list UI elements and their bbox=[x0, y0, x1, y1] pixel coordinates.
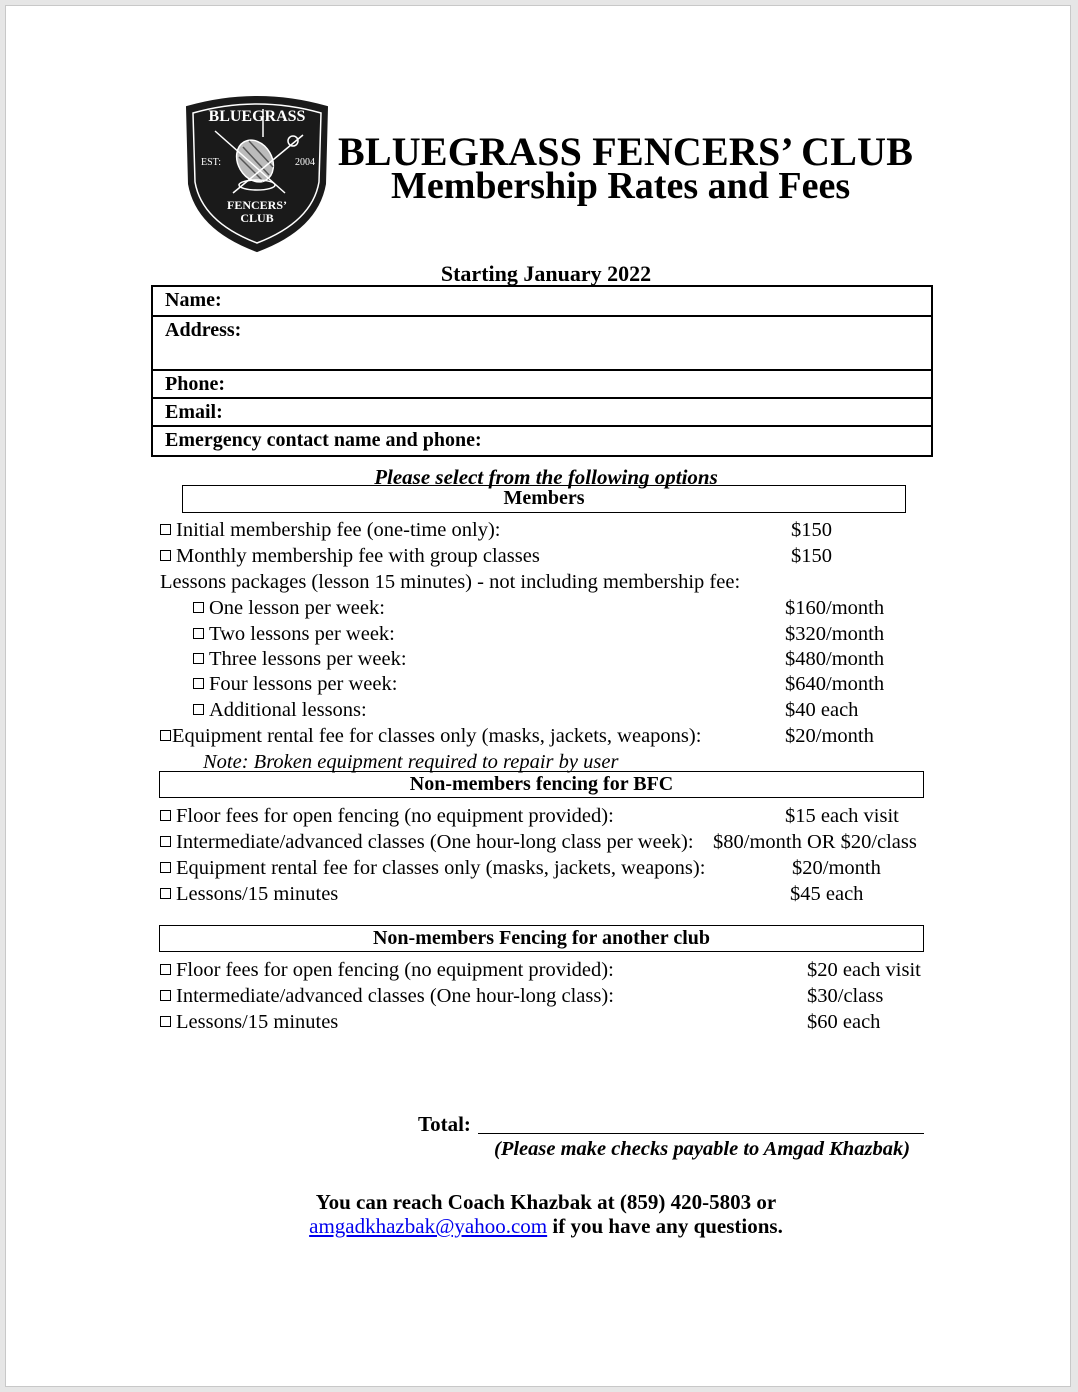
initial-fee-option[interactable]: Initial membership fee (one-time only): bbox=[160, 517, 500, 543]
bfc-classes-price: $80/month OR $20/class bbox=[713, 831, 917, 853]
checkbox-icon[interactable] bbox=[193, 602, 204, 613]
email-link[interactable]: amgadkhazbak@yahoo.com bbox=[309, 1214, 548, 1238]
logo-club-text: CLUB bbox=[240, 211, 274, 225]
logo-year-text: 2004 bbox=[295, 157, 315, 168]
checkbox-icon[interactable] bbox=[160, 964, 171, 975]
non-members-bfc-heading: Non-members fencing for BFC bbox=[159, 771, 924, 798]
other-floor-fee-price: $20 each visit bbox=[807, 959, 921, 981]
monthly-fee-option[interactable]: Monthly membership fee with group classes bbox=[160, 543, 540, 569]
name-field[interactable] bbox=[153, 287, 931, 315]
address-label: Address: bbox=[165, 319, 242, 341]
lesson-price: $480/month bbox=[785, 648, 885, 670]
contact-line: You can reach Coach Khazbak at (859) 420-5803 or bbox=[315, 1190, 777, 1214]
bfc-lessons-price: $45 each bbox=[790, 883, 864, 905]
checkbox-icon[interactable] bbox=[160, 1016, 171, 1027]
bfc-classes-option[interactable]: Intermediate/advanced classes (One hour-long class per week): bbox=[160, 829, 694, 855]
checkbox-icon[interactable] bbox=[160, 730, 171, 741]
other-classes-option[interactable]: Intermediate/advanced classes (One hour-long class): bbox=[160, 983, 614, 1009]
lesson-price: $40 each bbox=[785, 699, 859, 721]
emergency-contact-field[interactable] bbox=[153, 425, 931, 455]
checkbox-icon[interactable] bbox=[160, 888, 171, 899]
select-note: Please select from the following options bbox=[374, 465, 718, 489]
checkbox-icon[interactable] bbox=[160, 862, 171, 873]
checkbox-icon[interactable] bbox=[193, 628, 204, 639]
starting-date: Starting January 2022 bbox=[440, 261, 652, 286]
email-field[interactable] bbox=[153, 397, 931, 425]
members-heading: Members bbox=[182, 485, 906, 513]
logo-top-text: BLUEGRASS bbox=[208, 108, 306, 125]
phone-label: Phone: bbox=[165, 373, 225, 395]
lesson-option[interactable]: Three lessons per week: bbox=[193, 646, 407, 672]
lesson-option[interactable]: Four lessons per week: bbox=[193, 671, 397, 697]
club-logo bbox=[177, 89, 337, 254]
equipment-rental-price: $20/month bbox=[785, 725, 874, 747]
non-members-other-heading: Non-members Fencing for another club bbox=[159, 925, 924, 952]
checkbox-icon[interactable] bbox=[193, 704, 204, 715]
checks-payable-note: (Please make checks payable to Amgad Khazbak) bbox=[494, 1138, 911, 1160]
checkbox-icon[interactable] bbox=[193, 653, 204, 664]
lesson-price: $160/month bbox=[785, 597, 885, 619]
equipment-rental-option[interactable]: Equipment rental fee for classes only (masks, jackets, weapons): bbox=[160, 723, 701, 749]
checkbox-icon[interactable] bbox=[160, 836, 171, 847]
other-classes-price: $30/class bbox=[807, 985, 884, 1007]
equipment-note: Note: Broken equipment required to repair by user bbox=[203, 751, 619, 773]
bfc-floor-fee-price: $15 each visit bbox=[785, 805, 899, 827]
bfc-equipment-price: $20/month bbox=[792, 857, 881, 879]
contact-rest: if you have any questions. bbox=[547, 1214, 783, 1238]
checkbox-icon[interactable] bbox=[193, 678, 204, 689]
checkbox-icon[interactable] bbox=[160, 810, 171, 821]
lesson-option[interactable]: One lesson per week: bbox=[193, 595, 385, 621]
contact-email-line bbox=[156, 1214, 936, 1239]
initial-fee-price: $150 bbox=[791, 519, 832, 541]
total-input-line[interactable] bbox=[478, 1133, 924, 1134]
member-info-table bbox=[151, 285, 933, 457]
email-label: Email: bbox=[165, 401, 223, 423]
lessons-heading: Lessons packages (lesson 15 minutes) - not including membership fee: bbox=[160, 571, 741, 593]
other-lessons-price: $60 each bbox=[807, 1011, 881, 1033]
phone-field[interactable] bbox=[153, 369, 931, 397]
logo-est-text: EST: bbox=[200, 157, 222, 168]
monthly-fee-price: $150 bbox=[791, 545, 832, 567]
lesson-price: $320/month bbox=[785, 623, 885, 645]
address-field[interactable] bbox=[153, 315, 931, 369]
total-label: Total: bbox=[418, 1112, 471, 1136]
emergency-label: Emergency contact name and phone: bbox=[165, 429, 482, 451]
page-title: BLUEGRASS FENCERS’ CLUB bbox=[338, 129, 914, 174]
bfc-lessons-option[interactable]: Lessons/15 minutes bbox=[160, 881, 338, 907]
other-floor-fee-option[interactable]: Floor fees for open fencing (no equipment provided): bbox=[160, 957, 614, 983]
name-label: Name: bbox=[165, 289, 222, 311]
other-lessons-option[interactable]: Lessons/15 minutes bbox=[160, 1009, 338, 1035]
checkbox-icon[interactable] bbox=[160, 524, 171, 535]
bfc-floor-fee-option[interactable]: Floor fees for open fencing (no equipment provided): bbox=[160, 803, 614, 829]
document-page bbox=[5, 5, 1071, 1387]
lesson-price: $640/month bbox=[785, 673, 885, 695]
bfc-equipment-option[interactable]: Equipment rental fee for classes only (masks, jackets, weapons): bbox=[160, 855, 705, 881]
checkbox-icon[interactable] bbox=[160, 550, 171, 561]
checkbox-icon[interactable] bbox=[160, 990, 171, 1001]
page-subtitle: Membership Rates and Fees bbox=[391, 165, 851, 207]
logo-fencers-text: FENCERS’ bbox=[226, 198, 288, 212]
lesson-option[interactable]: Two lessons per week: bbox=[193, 621, 395, 647]
lesson-option[interactable]: Additional lessons: bbox=[193, 697, 367, 723]
